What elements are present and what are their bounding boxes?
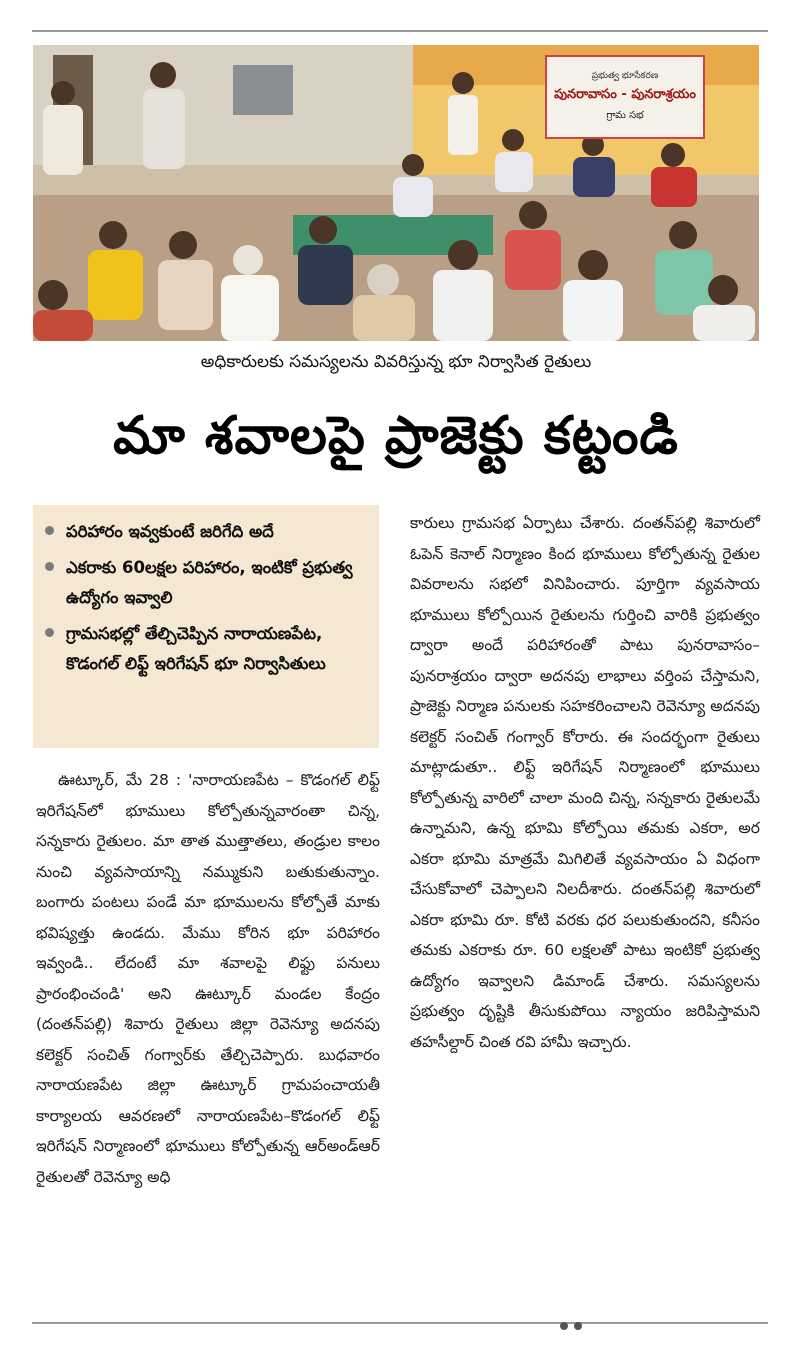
dot-icon (560, 1322, 568, 1330)
bullet-icon (45, 628, 54, 637)
highlight-item (43, 517, 367, 547)
banner-line-1: ప్రభుత్వ భూసేకరణ (591, 71, 659, 81)
article-column-right (410, 508, 760, 1057)
article-body-right: కారులు గ్రామసభ ఏర్పాటు చేశారు. దంతన్‌పల్లి శివారులో ఓపెన్ కెనాల్ నిర్మాణం కింద భూములు కోల్పోతున్న రైతుల వివరాలను సభలో వినిపించారు. పూర్తిగా వ్యవసాయ భూములు కోల్పోయిన రైతులను గుర్తించి వారికి ప్రభుత్వం ద్వారా అందే పరిహారంతో పాటు పునరావాసం–పునరాశ్రయం ద్వారా అదనపు లాభాలు వర్తింప చేస్తామని, ప్రాజెక్టు నిర్మాణ పనులకు సహకరించాలని రెవెన్యూ అదనపు కలెక్టర్ సంచిత్ గంగ్వార్ కోరారు. ఈ సందర్భంగా రైతులు మాట్లాడుతూ.. లిఫ్ట్ ఇరిగేషన్ నిర్మాణంలో భూములు కోల్పోతున్న వారిలో చాలా మంది చిన్న, సన్నకారు రైతులమే ఉన్నామని, ఉన్న భూమి కోల్పోయి తమకు ఎకరా, అర ఎకరా భూమి మాత్రమే మిగిలితే వ్యవసాయం ఏ విధంగా చేసుకోవాలో చెప్పాలని నిలదీశారు. దంతన్‌పల్లి శివారులో ఎకరా భూమి రూ. కోటి వరకు ధర పలుకుతుందని, కనీసం తమకు ఎకరాకు రూ. 60 లక్షలతో పాటు ఇంటికో ప్రభుత్వ ఉద్యోగం ఇవ్వాలని డిమాండ్ చేశారు. సమస్యలను ప్రభుత్వం దృష్టికి తీసుకుపోయి న్యాయం జరిపిస్తామని తహసీల్దార్ చింత రవి హామీ ఇచ్చారు. (410, 514, 760, 1051)
top-rule (32, 30, 768, 32)
photo-caption: అధికారులకు సమస్యలను వివరిస్తున్న భూ నిర్వాసిత రైతులు (200, 352, 592, 372)
article-column-left (36, 765, 380, 1192)
highlight-text: ఎకరాకు 60లక్షల పరిహారం, ఇంటికో ప్రభుత్వ ఉద్యోగం ఇవ్వాలి (66, 558, 353, 607)
meeting-banner (545, 55, 705, 139)
headline: మా శవాలపై ప్రాజెక్టు కట్టండి (113, 406, 679, 466)
dot-icon (574, 1322, 582, 1330)
highlight-text: గ్రామసభల్లో తేల్చిచెప్పిన నారాయణపేట, కొడంగల్ లిఫ్ట్ ఇరిగేషన్ భూ నిర్వాసితులు (66, 624, 326, 673)
highlights-box (33, 505, 379, 748)
bottom-rule (32, 1322, 768, 1324)
highlight-item (43, 619, 367, 679)
news-photo (33, 45, 759, 341)
bullet-icon (45, 526, 54, 535)
banner-line-3: గ్రామ సభ (606, 110, 644, 121)
banner-line-2: పునరావాసం - పునరాశ్రయం (554, 87, 696, 102)
highlight-item (43, 553, 367, 613)
highlight-text: పరిహారం ఇవ్వకుంటే జరిగేది అదే (66, 522, 274, 541)
bullet-icon (45, 562, 54, 571)
article-body-left: ఊట్కూర్, మే 28 : 'నారాయణపేట – కొడంగల్ లిఫ్ట్ ఇరిగేషన్‌లో భూములు కోల్పోతున్నవారంతా చిన్న, సన్నకారు రైతులం. మా తాత ముత్తాతలు, తండ్రుల కాలం నుంచి వ్యవసాయాన్ని నమ్ముకుని బతుకుతున్నాం. బంగారు పంటలు పండే మా భూములను కోల్పోతే మాకు భవిష్యత్తు ఉండదు. మేము కోరిన భూ పరిహారం ఇవ్వండి.. లేదంటే మా శవాలపై లిఫ్టు పనులు ప్రారంభించండి' అని ఊట్కూర్ మండల కేంద్రం (దంతన్‌పల్లి) శివారు రైతులు జిల్లా రెవెన్యూ అదనపు కలెక్టర్ సంచిత్ గంగ్వార్‌కు తేల్చిచెప్పారు. బుధవారం నారాయణపేట జిల్లా ఊట్కూర్ గ్రామపంచాయతీ కార్యాలయ ఆవరణలో నారాయణపేట–కొడంగల్ లిఫ్ట్ ఇరిగేషన్ నిర్మాణంలో భూములు కోల్పోతున్న ఆర్అండ్ఆర్ రైతులతో రెవెన్యూ అధి (36, 771, 380, 1186)
page-marks (560, 1322, 582, 1330)
